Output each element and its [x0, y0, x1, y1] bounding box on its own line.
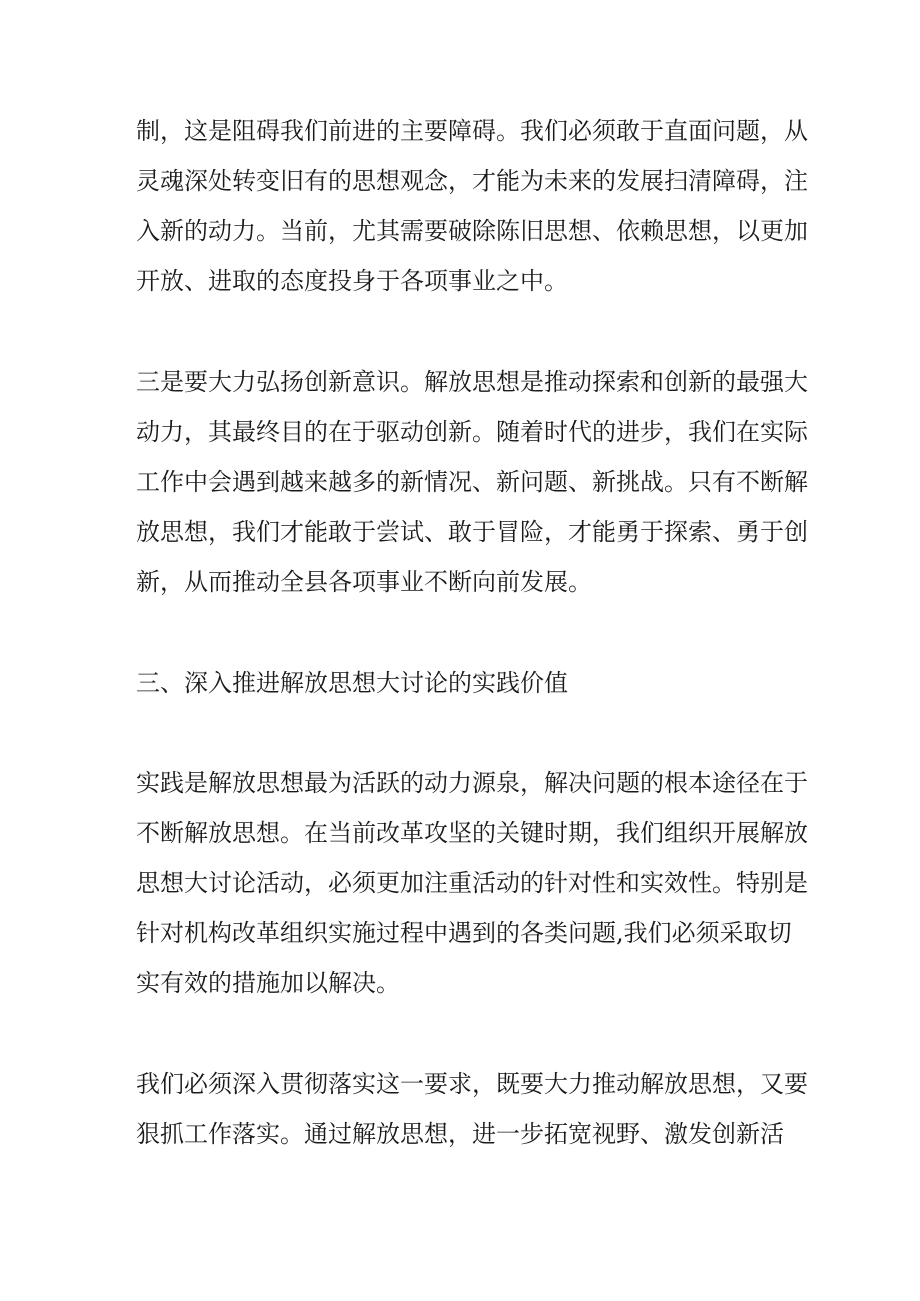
text-line: 我们必须深入贯彻落实这一要求，既要大力推动解放思想，又要 — [136, 1070, 808, 1098]
text-line: 思想大讨论活动，必须更加注重活动的针对性和实效性。特别是 — [136, 869, 808, 897]
paragraph-practice — [136, 758, 808, 1008]
paragraph-implementation — [136, 1059, 808, 1159]
text-line: 开放、进取的态度投身于各项事业之中。 — [136, 267, 568, 295]
text-line: 实有效的措施加以解决。 — [136, 969, 400, 997]
paragraph-obstacles — [136, 106, 808, 306]
paragraph-innovation — [136, 357, 808, 607]
text-line: 不断解放思想。在当前改革攻坚的关键时期，我们组织开展解放 — [136, 819, 808, 847]
text-line: 入新的动力。当前，尤其需要破除陈旧思想、依赖思想，以更加 — [136, 217, 808, 245]
text-line: 狠抓工作落实。通过解放思想，进一步拓宽视野、激发创新活 — [136, 1120, 784, 1148]
section-heading — [136, 658, 786, 708]
text-line: 制，这是阻碍我们前进的主要障碍。我们必须敢于直面问题，从 — [136, 117, 808, 145]
text-line: 新，从而推动全县各项事业不断向前发展。 — [136, 568, 592, 596]
text-line: 动力，其最终目的在于驱动创新。随着时代的进步，我们在实际 — [136, 418, 808, 446]
text-line: 实践是解放思想最为活跃的动力源泉，解决问题的根本途径在于 — [136, 769, 808, 797]
text-line: 放思想，我们才能敢于尝试、敢于冒险，才能勇于探索、勇于创 — [136, 518, 808, 546]
section-heading-text: 三、深入推进解放思想大讨论的实践价值 — [136, 669, 568, 697]
text-line: 灵魂深处转变旧有的思想观念，才能为未来的发展扫清障碍，注 — [136, 167, 808, 195]
text-line: 工作中会遇到越来越多的新情况、新问题、新挑战。只有不断解 — [136, 468, 808, 496]
text-line: 针对机构改革组织实施过程中遇到的各类问题,我们必须采取切 — [136, 919, 792, 947]
text-line: 三是要大力弘扬创新意识。解放思想是推动探索和创新的最强大 — [136, 368, 808, 396]
